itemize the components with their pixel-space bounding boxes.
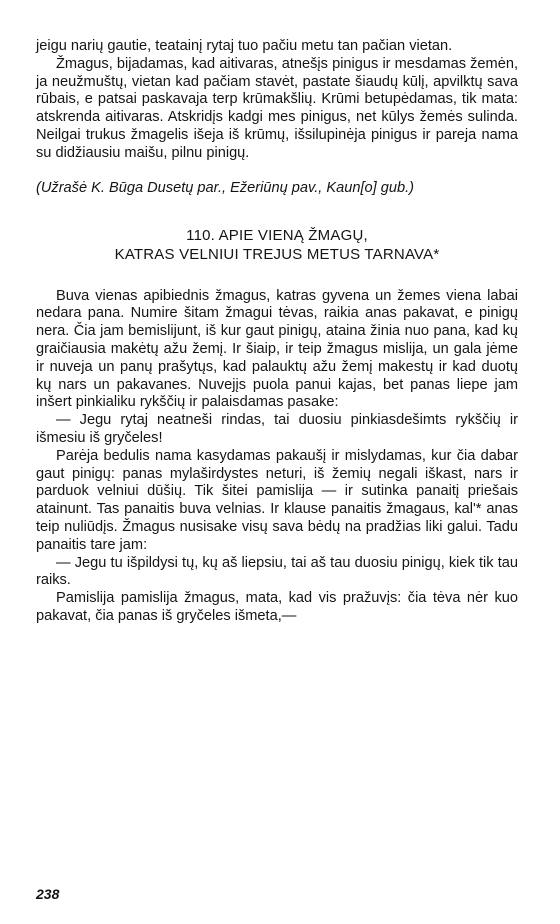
- page-number: 238: [36, 886, 60, 902]
- paragraph: Pamislija pamislija žmagus, mata, kad vis pražuvįs: čia tėva nėr kuo pakavat, čia panas iš gryčeles išmeta,—: [36, 590, 518, 624]
- story-title-line: KATRAS VELNIUI TREJUS METUS TARNAVA*: [114, 245, 440, 263]
- story-title: [36, 226, 518, 264]
- paragraph: Buva vienas apibiednis žmagus, katras gyvena un žemes viena labai nedara pana. Numire šitam žmagui tėvas, raikia anas pakavat, e pinigų nera. Čia jam bemislijunt, iš kur gaut pinigų, ataina žinia nuo pana, kad kų graičiausia makėtų ažu žemį. Ir šiaip, ir teip žmagus mislija, un gala jėme ir nuveja un panų prašytųs, kad palauktų ažu žemį makestų ir kad duotų kų nars un pakavanes. Nuvejįs puola panui kajas, bet panas liepe jam inšert pinkialiku rykščių ir palaisdamas pasake:: [36, 287, 518, 411]
- paragraph: Žmagus, bijadamas, kad aitivaras, atnešįs pinigus ir mesdamas žemėn, ja neužmuštų, vietan kad pačiam stavėt, pastate šiaudų kūlį, apvilktų sava rūbais, e patsai paskavaja terp krūmakšlių. Krūmi betupėdamas, tik mata: atskrenda aitivaras. Atskridįs kadgi mes pinigus, net kūlys žemės sulinda. Neilgai trukus žmagelis išeja iš krūmų, išsilupinėja pinigus ir pareja nama su didžiausiu maišu, pilnu pinigų.: [36, 55, 518, 161]
- page-body: [36, 38, 518, 626]
- story-title-line: 110. APIE VIENĄ ŽMAGŲ,: [186, 226, 368, 244]
- paragraph: Parėja bedulis nama kasydamas pakaušį ir mislydamas, kur čia dabar gaut pinigų: panas mylaširdystes neturi, iš žemių negali iškast, nars ir parduok velniui dūšių. Tik šitei pamislija — ir sutinka panaitį priešais atainunt. Tas panaitis buva velnias. Ir klause panaitis žmagaus, kal'* anas teip nuliūdįs. Žmagus nusisake visų sava bėdų na pradžias liki galui. Tadu panaitis tare jam:: [36, 447, 518, 553]
- dialogue-paragraph: — Jegu rytaj neatneši rindas, tai duosiu pinkiasdešimts rykščių ir išmesiu iš gryčeles!: [36, 412, 518, 446]
- paragraph: jeigu narių gautie, teatainį rytaj tuo pačiu metu tan pačian vietan.: [36, 38, 453, 54]
- source-note: (Užrašė K. Būga Dusetų par., Ežeriūnų pav., Kaun[o] gub.): [36, 179, 415, 196]
- dialogue-paragraph: — Jegu tu išpildysi tų, kų aš liepsiu, tai aš tau duosiu pinigų, kiek tik tau raiks.: [36, 554, 518, 589]
